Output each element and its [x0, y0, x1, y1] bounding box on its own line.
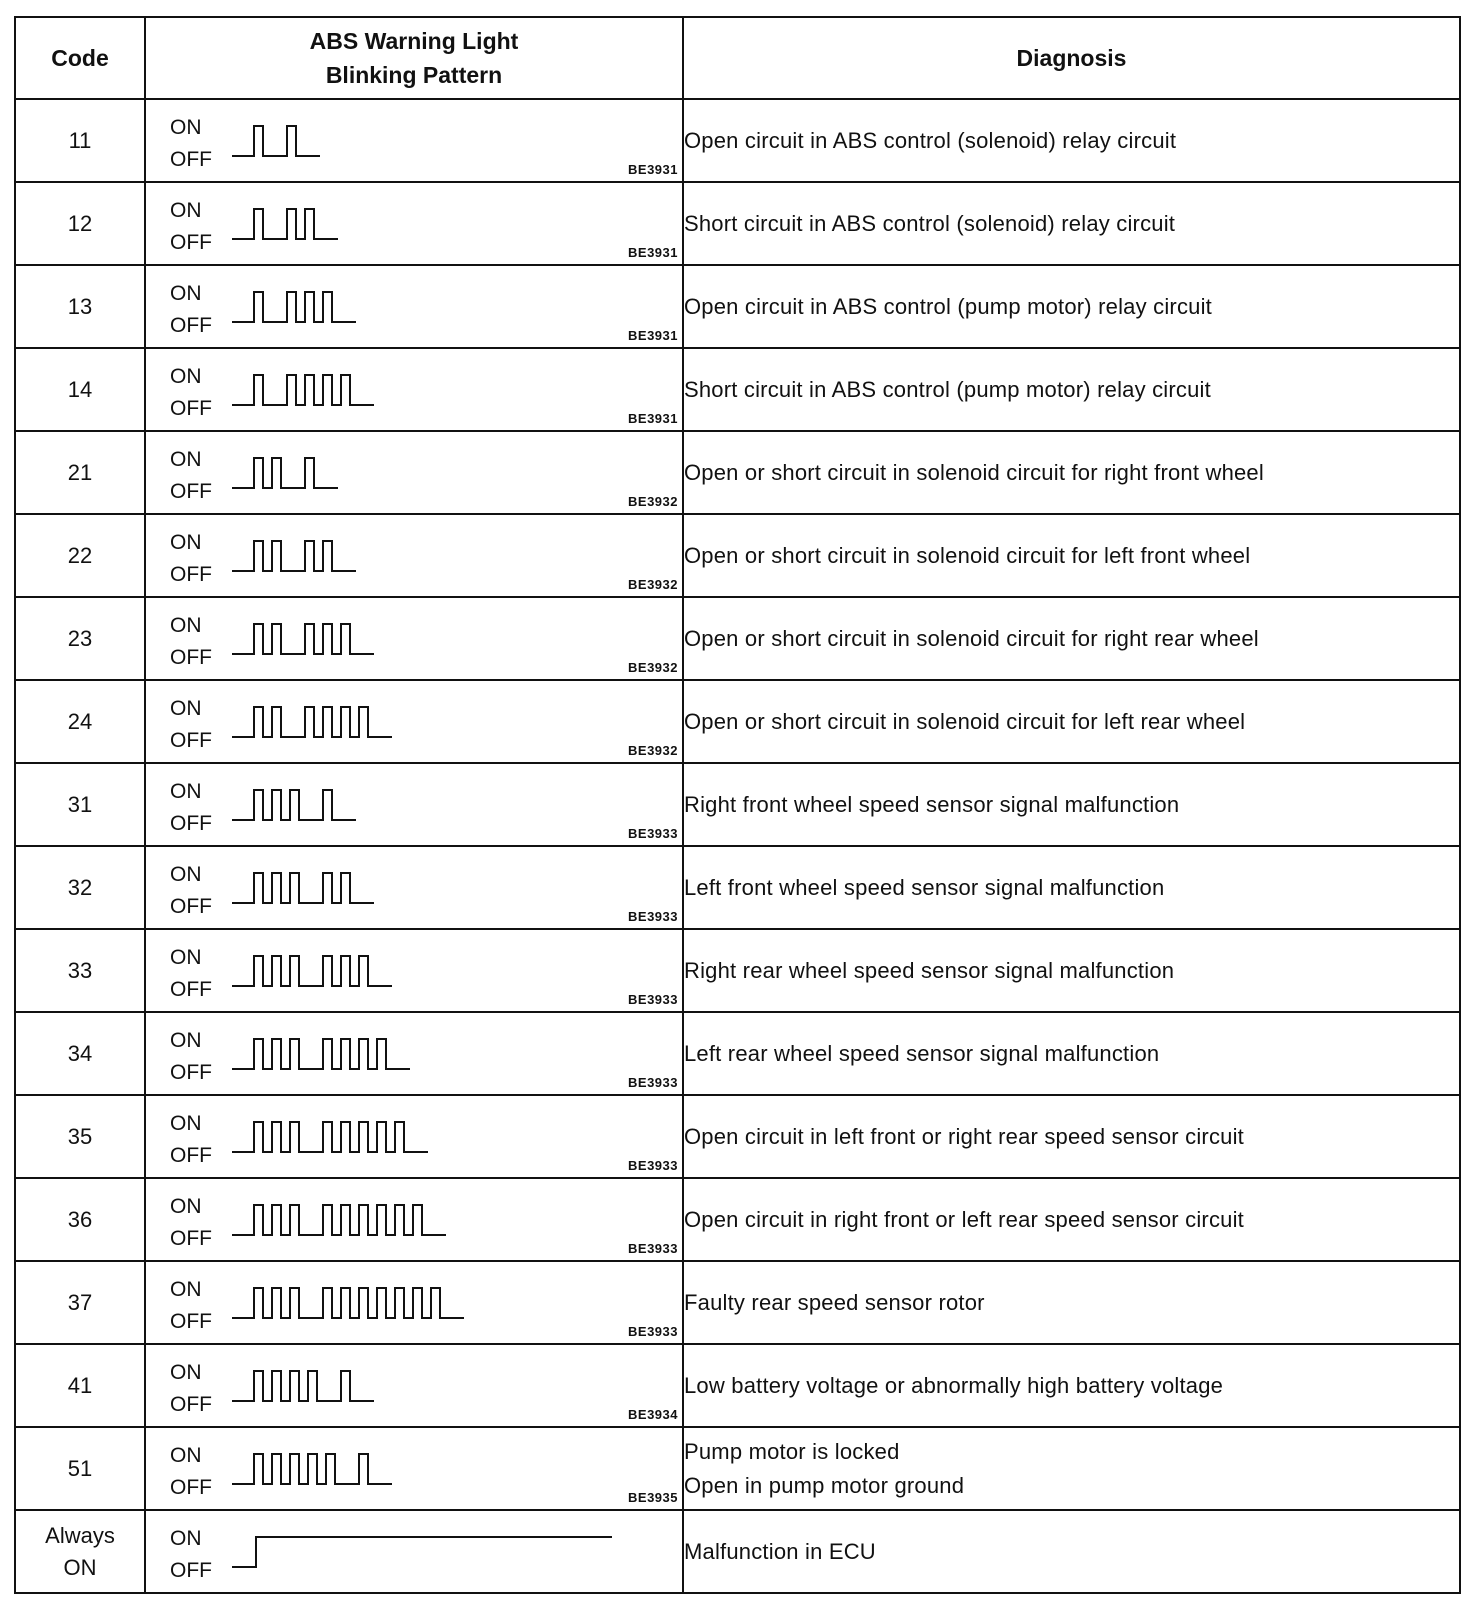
diagnosis-cell — [683, 1178, 1460, 1261]
code-cell: 34 — [15, 1012, 145, 1095]
diagnosis-text: Short circuit in ABS control (solenoid) relay circuit — [684, 210, 1176, 236]
diagnosis-cell — [683, 431, 1460, 514]
table-row — [15, 680, 1460, 763]
diagnosis-text: Faulty rear speed sensor rotor — [684, 1289, 985, 1315]
on-off-labels — [170, 1025, 212, 1089]
code-header: Code — [15, 17, 145, 99]
off-label: OFF — [170, 729, 212, 752]
figure-ref: BE3932 — [628, 660, 678, 675]
waveform-line — [232, 292, 356, 322]
diagnosis-cell — [683, 1012, 1460, 1095]
pattern-header-line1: ABS Warning Light — [309, 28, 519, 54]
blink-pattern-cell — [145, 1510, 683, 1593]
waveform-line — [232, 790, 356, 820]
code-cell: 51 — [15, 1427, 145, 1510]
on-off-labels — [170, 859, 212, 923]
blink-pattern-cell — [145, 514, 683, 597]
pattern-header-line2: Blinking Pattern — [325, 62, 503, 88]
off-label: OFF — [170, 231, 212, 254]
blink-waveform — [232, 1118, 672, 1158]
table-row — [15, 1261, 1460, 1344]
diagnosis-text: Open or short circuit in solenoid circuit for right front wheel — [684, 459, 1264, 485]
blink-waveform — [232, 454, 672, 494]
table-row — [15, 1510, 1460, 1593]
waveform-line — [232, 1205, 446, 1235]
table-row — [15, 1095, 1460, 1178]
diagnosis-text: Left front wheel speed sensor signal malfunction — [684, 874, 1165, 900]
figure-ref: BE3932 — [628, 743, 678, 758]
table-row — [15, 348, 1460, 431]
code-cell: 35 — [15, 1095, 145, 1178]
blink-pattern-cell — [145, 1095, 683, 1178]
table-row — [15, 929, 1460, 1012]
on-off-labels — [170, 1274, 212, 1338]
off-label: OFF — [170, 1559, 212, 1582]
figure-ref: BE3933 — [628, 1324, 678, 1339]
waveform-line — [232, 126, 320, 156]
code-cell: 37 — [15, 1261, 145, 1344]
on-label: ON — [170, 1195, 202, 1218]
code-line: Always — [45, 1522, 115, 1548]
on-off-labels — [170, 1440, 212, 1504]
off-label: OFF — [170, 148, 212, 171]
table-row — [15, 597, 1460, 680]
on-label: ON — [170, 1361, 202, 1384]
diagnosis-cell — [683, 1095, 1460, 1178]
blink-pattern-cell — [145, 1261, 683, 1344]
blink-pattern-cell — [145, 182, 683, 265]
on-off-labels — [170, 1523, 212, 1587]
table-row — [15, 265, 1460, 348]
blink-waveform — [232, 1533, 672, 1573]
on-label: ON — [170, 697, 202, 720]
off-label: OFF — [170, 397, 212, 420]
waveform-line — [232, 209, 338, 239]
on-off-labels — [170, 1191, 212, 1255]
figure-ref: BE3932 — [628, 494, 678, 509]
diagnosis-text: Open circuit in left front or right rear speed sensor circuit — [684, 1123, 1244, 1149]
diagnosis-header: Diagnosis — [683, 17, 1460, 99]
on-off-labels — [170, 693, 212, 757]
on-off-labels — [170, 278, 212, 342]
code-cell: 41 — [15, 1344, 145, 1427]
on-off-labels — [170, 527, 212, 591]
on-label: ON — [170, 282, 202, 305]
diagnosis-text: Open circuit in ABS control (pump motor) relay circuit — [684, 293, 1212, 319]
waveform-line — [232, 873, 374, 903]
figure-ref: BE3931 — [628, 411, 678, 426]
diagnosis-text: Left rear wheel speed sensor signal malfunction — [684, 1040, 1160, 1066]
waveform-line — [232, 541, 356, 571]
on-label: ON — [170, 199, 202, 222]
on-label: ON — [170, 116, 202, 139]
table-row — [15, 763, 1460, 846]
diagnosis-text: Open or short circuit in solenoid circuit for right rear wheel — [684, 625, 1259, 651]
off-label: OFF — [170, 314, 212, 337]
on-label: ON — [170, 365, 202, 388]
on-label: ON — [170, 1444, 202, 1467]
table-row — [15, 99, 1460, 182]
code-cell: 22 — [15, 514, 145, 597]
waveform-line — [232, 956, 392, 986]
diagnosis-cell — [683, 929, 1460, 1012]
figure-ref: BE3932 — [628, 577, 678, 592]
blink-waveform — [232, 1284, 672, 1324]
off-label: OFF — [170, 1393, 212, 1416]
off-label: OFF — [170, 1144, 212, 1167]
off-label: OFF — [170, 812, 212, 835]
figure-ref: BE3931 — [628, 328, 678, 343]
waveform-line — [232, 1537, 612, 1567]
table-row — [15, 846, 1460, 929]
blink-waveform — [232, 869, 672, 909]
diagnosis-cell — [683, 182, 1460, 265]
code-cell: 14 — [15, 348, 145, 431]
diagnosis-cell — [683, 348, 1460, 431]
on-label: ON — [170, 1278, 202, 1301]
on-off-labels — [170, 195, 212, 259]
off-label: OFF — [170, 646, 212, 669]
waveform-line — [232, 1122, 428, 1152]
code-cell: 11 — [15, 99, 145, 182]
on-label: ON — [170, 946, 202, 969]
off-label: OFF — [170, 563, 212, 586]
blink-waveform — [232, 786, 672, 826]
code-cell: 24 — [15, 680, 145, 763]
table-row — [15, 431, 1460, 514]
on-label: ON — [170, 780, 202, 803]
waveform-line — [232, 707, 392, 737]
diagnosis-cell — [683, 763, 1460, 846]
on-off-labels — [170, 444, 212, 508]
figure-ref: BE3933 — [628, 992, 678, 1007]
code-cell: 31 — [15, 763, 145, 846]
diagnosis-text: Right rear wheel speed sensor signal malfunction — [684, 957, 1175, 983]
blink-waveform — [232, 205, 672, 245]
blink-waveform — [232, 703, 672, 743]
waveform-line — [232, 1288, 464, 1318]
on-label: ON — [170, 863, 202, 886]
diagnosis-text: Open circuit in right front or left rear speed sensor circuit — [684, 1206, 1244, 1232]
blink-waveform — [232, 122, 672, 162]
diagnostic-code-table — [14, 16, 1461, 1594]
diagnosis-text: Right front wheel speed sensor signal malfunction — [684, 791, 1180, 817]
off-label: OFF — [170, 1227, 212, 1250]
code-cell: 13 — [15, 265, 145, 348]
figure-ref: BE3931 — [628, 162, 678, 177]
diagnosis-cell — [683, 514, 1460, 597]
pattern-header — [145, 17, 683, 99]
blink-waveform — [232, 1367, 672, 1407]
figure-ref: BE3931 — [628, 245, 678, 260]
code-line: ON — [63, 1554, 97, 1580]
waveform-line — [232, 375, 374, 405]
waveform-line — [232, 1039, 410, 1069]
table-row — [15, 182, 1460, 265]
waveform-line — [232, 458, 338, 488]
blink-waveform — [232, 1450, 672, 1490]
code-cell: 32 — [15, 846, 145, 929]
waveform-line — [232, 1454, 392, 1484]
blink-pattern-cell — [145, 265, 683, 348]
off-label: OFF — [170, 1061, 212, 1084]
diagnosis-cell — [683, 680, 1460, 763]
blink-waveform — [232, 288, 672, 328]
figure-ref: BE3933 — [628, 1075, 678, 1090]
on-off-labels — [170, 1108, 212, 1172]
diagnosis-text: Open circuit in ABS control (solenoid) relay circuit — [684, 127, 1177, 153]
blink-pattern-cell — [145, 1012, 683, 1095]
code-cell: 36 — [15, 1178, 145, 1261]
blink-waveform — [232, 1201, 672, 1241]
blink-pattern-cell — [145, 597, 683, 680]
diagnosis-text: Pump motor is locked — [684, 1438, 900, 1464]
blink-waveform — [232, 1035, 672, 1075]
blink-pattern-cell — [145, 763, 683, 846]
waveform-line — [232, 1371, 374, 1401]
blink-pattern-cell — [145, 846, 683, 929]
on-label: ON — [170, 1029, 202, 1052]
diagnosis-cell — [683, 1261, 1460, 1344]
on-label: ON — [170, 448, 202, 471]
header-row — [15, 17, 1460, 99]
on-off-labels — [170, 610, 212, 674]
blink-waveform — [232, 371, 672, 411]
blink-pattern-cell — [145, 1427, 683, 1510]
off-label: OFF — [170, 1310, 212, 1333]
off-label: OFF — [170, 1476, 212, 1499]
table-row — [15, 1427, 1460, 1510]
blink-pattern-cell — [145, 99, 683, 182]
figure-ref: BE3933 — [628, 909, 678, 924]
on-label: ON — [170, 1527, 202, 1550]
blink-waveform — [232, 620, 672, 660]
figure-ref: BE3935 — [628, 1490, 678, 1505]
figure-ref: BE3934 — [628, 1407, 678, 1422]
blink-pattern-cell — [145, 1344, 683, 1427]
blink-pattern-cell — [145, 431, 683, 514]
diagnosis-cell — [683, 265, 1460, 348]
on-label: ON — [170, 614, 202, 637]
diagnosis-text: Short circuit in ABS control (pump motor) relay circuit — [684, 376, 1211, 402]
blink-pattern-cell — [145, 680, 683, 763]
figure-ref: BE3933 — [628, 1158, 678, 1173]
figure-ref: BE3933 — [628, 826, 678, 841]
table-row — [15, 1012, 1460, 1095]
code-cell: 33 — [15, 929, 145, 1012]
blink-pattern-cell — [145, 929, 683, 1012]
diagnosis-cell — [683, 1510, 1460, 1593]
diagnosis-text: Open in pump motor ground — [684, 1472, 965, 1498]
off-label: OFF — [170, 895, 212, 918]
on-off-labels — [170, 776, 212, 840]
table-row — [15, 1344, 1460, 1427]
on-off-labels — [170, 942, 212, 1006]
code-cell: 21 — [15, 431, 145, 514]
blink-waveform — [232, 537, 672, 577]
diagnosis-cell — [683, 1344, 1460, 1427]
diagnosis-cell — [683, 846, 1460, 929]
on-label: ON — [170, 1112, 202, 1135]
on-label: ON — [170, 531, 202, 554]
diagnosis-text: Open or short circuit in solenoid circuit for left front wheel — [684, 542, 1251, 568]
waveform-line — [232, 624, 374, 654]
blink-pattern-cell — [145, 348, 683, 431]
code-cell: 23 — [15, 597, 145, 680]
diagnosis-cell — [683, 1427, 1460, 1510]
on-off-labels — [170, 1357, 212, 1421]
blink-pattern-cell — [145, 1178, 683, 1261]
on-off-labels — [170, 112, 212, 176]
diagnosis-cell — [683, 597, 1460, 680]
blink-waveform — [232, 952, 672, 992]
off-label: OFF — [170, 480, 212, 503]
figure-ref: BE3933 — [628, 1241, 678, 1256]
code-cell — [15, 1510, 145, 1593]
table-row — [15, 514, 1460, 597]
diagnosis-text: Open or short circuit in solenoid circuit for left rear wheel — [684, 708, 1246, 734]
table-row — [15, 1178, 1460, 1261]
code-cell: 12 — [15, 182, 145, 265]
off-label: OFF — [170, 978, 212, 1001]
on-off-labels — [170, 361, 212, 425]
diagnosis-cell — [683, 99, 1460, 182]
diagnosis-text: Malfunction in ECU — [684, 1538, 876, 1564]
diagnosis-text: Low battery voltage or abnormally high battery voltage — [684, 1372, 1224, 1398]
